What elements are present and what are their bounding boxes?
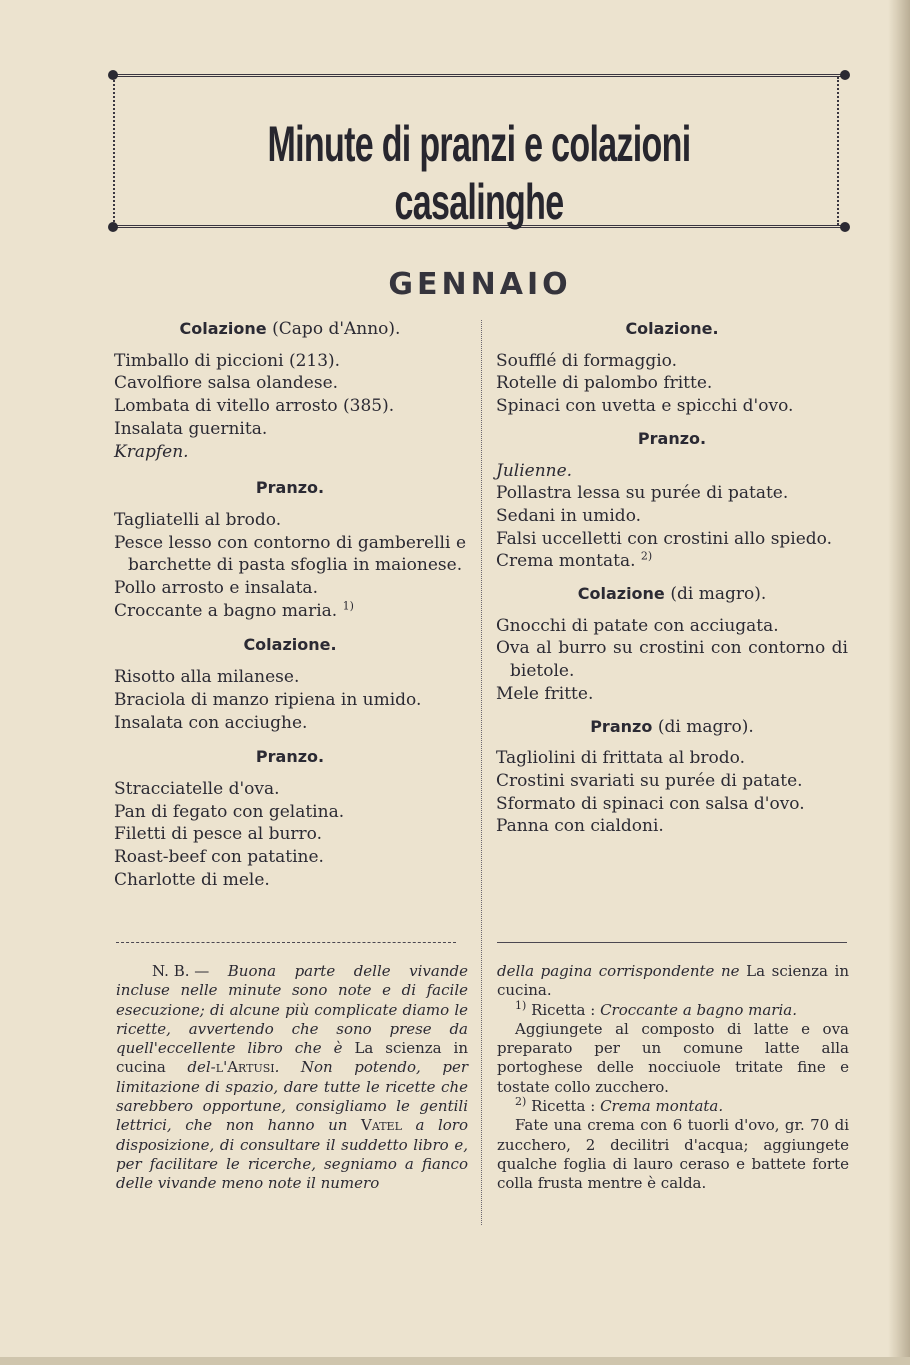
menu-item: Croccante a bagno maria. $^{1)}$ (114, 599, 354, 621)
footnote-rule (116, 942, 456, 943)
recipe-footnotes (497, 962, 849, 1194)
nb-footnote: N. B. — Buona parte delle vivande incluse nelle minute sono note e di facile esecuzione; di alcune più complicate diamo le ricette, avvertendo che sono prese da quell'eccellente libro che è La scienza in cucina del-l'Artusi. Non potendo, per limitazione di spazio, dare tutte le ricette che sarebbero opportune, consigliamo le gentili lettrici, che non hanno un Vatel a loro disposizione, di consultare il suddetto libro e, per facilitare le ricerche, segniamo a fianco delle vivande meno note il numero (116, 962, 468, 1193)
menu-item: Crostini svariati su purée di patate. (496, 770, 803, 791)
column-divider (481, 320, 482, 1225)
frame-corner-dot (840, 70, 850, 80)
menu-item: Tagliolini di frittata al brodo. (496, 748, 745, 769)
frame-corner-dot (840, 222, 850, 232)
menu-item: Stracciatelle d'ova. (114, 778, 280, 799)
footnote-rule (497, 942, 847, 943)
page-edge (888, 0, 910, 1365)
menu-item: Pollo arrosto e insalata. (114, 578, 318, 599)
page-bottom-edge (0, 1357, 910, 1365)
menu-item: Pollastra lessa su purée di patate. (496, 483, 789, 504)
menu-item: Julienne. (496, 460, 573, 481)
section-heading: Colazione (di magro). (577, 584, 767, 605)
menu-item: Insalata con acciughe. (114, 712, 308, 733)
section-heading: Colazione (Capo d'Anno). (179, 319, 401, 339)
menu-item: Panna con cialdoni. (496, 816, 664, 837)
menu-item: Mele fritte. (496, 683, 594, 704)
menu-item: Krapfen. (114, 441, 189, 462)
menu-item: Cavolfiore salsa olandese. (114, 373, 339, 394)
recipe-body: Fate una crema con 6 tuorli d'ovo, gr. 70 di zucchero, 2 decilitri d'acqua; aggiungete qualche foglia di lauro ceraso e battete forte colla frusta mentre è calda. (497, 1116, 849, 1193)
menu-item: Crema montata. $^{2)}$ (496, 549, 653, 572)
frame-corner-dot (108, 70, 118, 80)
menu-item: Rotelle di palombo fritte. (496, 373, 713, 394)
menu-item: Tagliatelli al brodo. (114, 509, 282, 530)
frame-corner-dot (108, 222, 118, 232)
menu-item: Insalata guernita. (114, 418, 268, 439)
recipe-body: Aggiungete al composto di latte e ova preparato per un comune latte alla portoghese delle nocciuole tritate fine e tostate collo zucchero. (497, 1019, 849, 1096)
month-heading: GENNAIO (388, 267, 572, 302)
menu-item: Roast-beef con patatine. (114, 847, 324, 868)
menu-item: Sformato di spinaci con salsa d'ovo. (496, 793, 805, 814)
footnote-continuation: della pagina corrispondente ne La scienza in cucina. (497, 962, 849, 1000)
footnote-marker: 2) (640, 549, 653, 563)
section-heading: Pranzo. (255, 478, 325, 498)
menu-item: Filetti di pesce al burro. (114, 824, 323, 845)
recipe-heading: $^{1)}$ Ricetta : Croccante a bagno maria. (515, 998, 797, 1019)
menu-item: Charlotte di mele. (114, 869, 270, 890)
page-title: Minute di pranzi e colazioni casalinghe (267, 116, 691, 230)
menu-item: Ova al burro su crostini con contorno di bietole. (496, 638, 848, 682)
section-heading: Colazione. (243, 635, 337, 655)
footnote-marker: 1) (342, 599, 354, 613)
header-frame (113, 74, 845, 228)
menu-item: Risotto alla milanese. (114, 667, 300, 688)
left-column (114, 316, 466, 891)
menu-item: Timballo di piccioni (213). (114, 350, 341, 371)
menu-item: Spinaci con uvetta e spicchi d'ovo. (496, 396, 794, 417)
menu-item: Sedani in umido. (496, 505, 642, 526)
menu-item: Gnocchi di patate con acciugata. (496, 615, 779, 636)
section-heading: Pranzo (di magro). (590, 716, 754, 737)
menu-item: Falsi uccelletti con crostini allo spiedo. (496, 528, 833, 549)
menu-item: Lombata di vitello arrosto (385). (114, 396, 395, 417)
section-heading: Pranzo. (255, 747, 325, 767)
menu-item: Pan di fegato con gelatina. (114, 801, 345, 822)
menu-item: Soufflé di formaggio. (496, 350, 677, 371)
right-column (496, 316, 848, 838)
recipe-heading: $^{2)}$ Ricetta : Crema montata. (515, 1095, 724, 1116)
section-heading: Pranzo. (637, 428, 707, 448)
section-heading: Colazione. (625, 319, 719, 338)
menu-item: Braciola di manzo ripiena in umido. (114, 689, 422, 710)
menu-item: Pesce lesso con contorno di gamberelli e barchette di pasta sfoglia in maionese. (114, 532, 466, 576)
